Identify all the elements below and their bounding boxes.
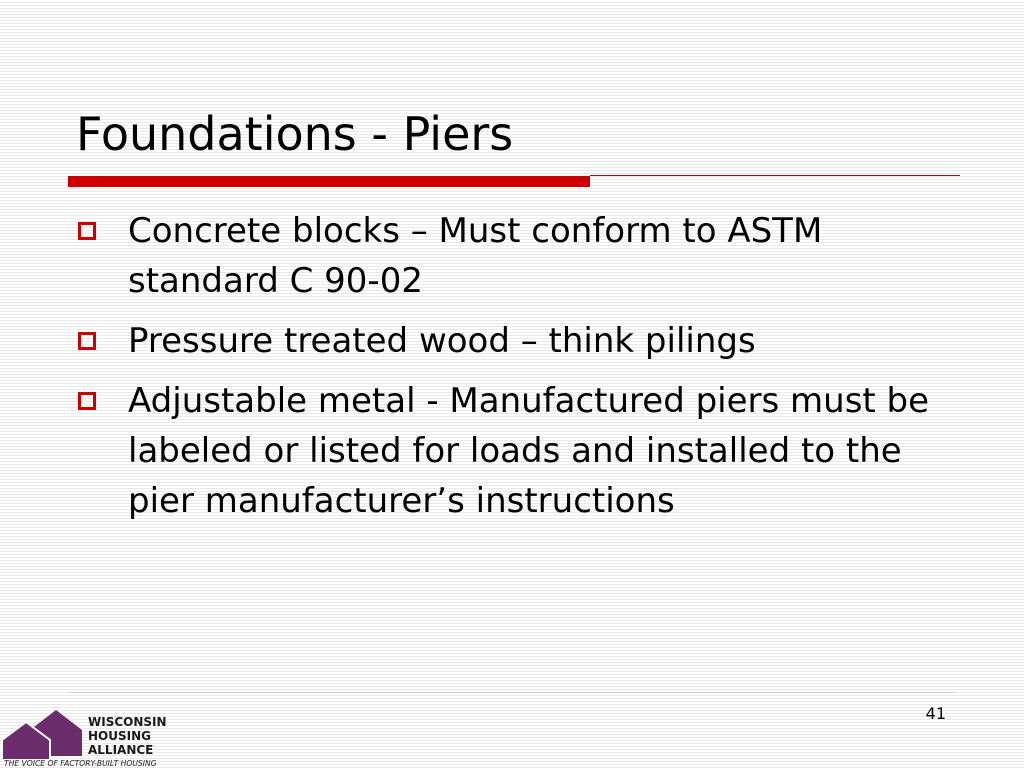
slide-title: Foundations - Piers	[76, 107, 514, 161]
bullet-text: Pressure treated wood – think pilings	[128, 321, 756, 361]
bullet-item	[74, 206, 954, 306]
bullet-list	[74, 206, 954, 536]
bullet-text: Concrete blocks – Must conform to ASTM standard C 90-02	[128, 211, 823, 301]
logo-text-line3: ALLIANCE	[88, 743, 154, 757]
bullet-item	[74, 316, 954, 366]
title-underline-thick	[68, 176, 590, 187]
logo-text-line1: WISCONSIN	[88, 715, 167, 729]
square-bullet-icon	[78, 332, 96, 350]
footer-divider	[68, 692, 956, 693]
bullet-item	[74, 376, 954, 526]
logo-text-line2: HOUSING	[88, 729, 151, 743]
slide-number: 41	[925, 704, 946, 723]
logo-tagline: THE VOICE OF FACTORY-BUILT HOUSING	[4, 759, 157, 768]
bullet-text: Adjustable metal - Manufactured piers must be labeled or listed for loads and installed to the pier manufacturer’s instructions	[128, 381, 930, 521]
title-underline-thin	[590, 175, 960, 176]
square-bullet-icon	[78, 392, 96, 410]
wisconsin-housing-alliance-logo	[0, 704, 180, 768]
square-bullet-icon	[78, 222, 96, 240]
